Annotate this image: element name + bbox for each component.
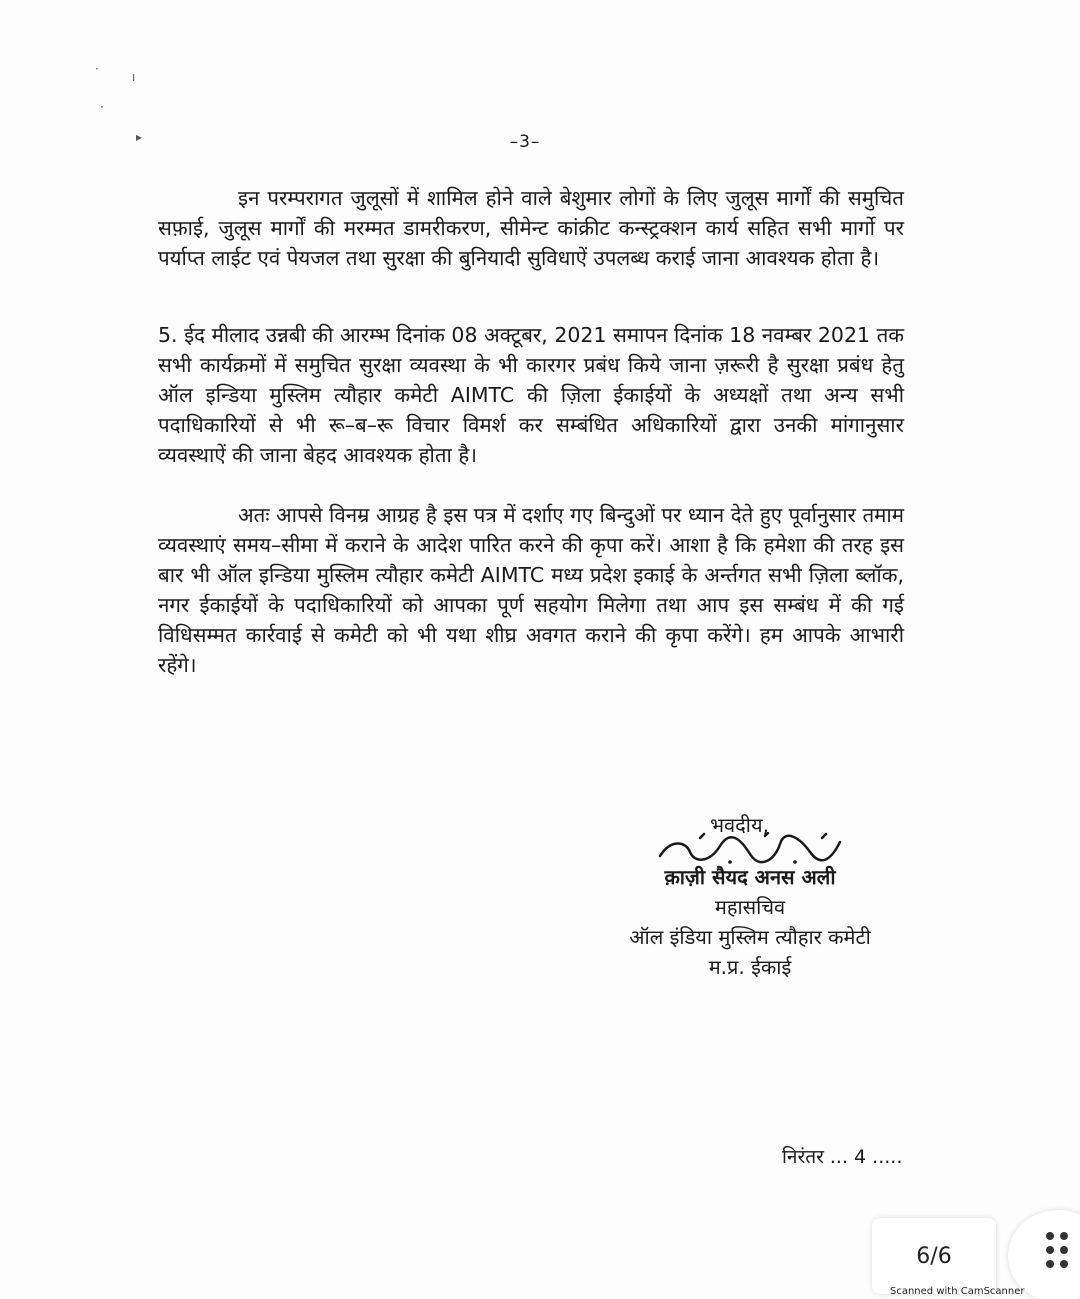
scan-speck: ı <box>132 70 136 84</box>
continuation-note: निरंतर ... 4 ..... <box>782 1146 903 1168</box>
organization-unit: म.प्र. ईकाई <box>708 955 792 979</box>
scan-speck: · <box>95 62 99 76</box>
signature-block <box>590 810 910 982</box>
paragraph-eid-milad: 5. ईद मीलाद उन्नबी की आरम्भ दिनांक 08 अक्टूबर, 2021 समापन दिनांक 18 नवम्बर 2021 तक सभी कार्यक्रमों में समुचित सुरक्षा व्यवस्था के भी कारगर प्रबंध किये जाना ज़रूरी है सुरक्षा प्रबंध हेतु ऑल इन्डिया मुस्लिम त्यौहार कमेटी AIMTC की ज़िला ईकाईयों के अध्यक्षों तथा अन्य सभी पदाधिकारियों से भी रू–ब–रू विचार विमर्श कर सम्बंधित अधिकारियों द्वारा उनकी मांगानुसार व्यवस्थाऐं की जाना बेहद आवश्यक होता है। <box>158 323 904 467</box>
closing-salutation: भवदीय, <box>710 813 769 837</box>
page-number: –3– <box>509 132 541 152</box>
paragraph-request: अतः आपसे विनम्र आग्रह है इस पत्र में दर्शाए गए बिन्दुओं पर ध्यान देते हुए पूर्वानुसार तमाम व्यवस्थाएं समय–सीमा में कराने के आदेश पारित करने की कृपा करें। आशा है कि हमेशा की तरह इस बार भी ऑल इन्डिया मुस्लिम त्यौहार कमेटी AIMTC मध्य प्रदेश इकाई के अर्न्तगत सभी ज़िला ब्लॉक, नगर ईकाईयों के पदाधिकारियों को आपका पूर्ण सहयोग मिलेगा तथा आप इस सम्बंध में की गई विधिसम्मत कार्रवाई से कमेटी को भी यथा शीघ्र अवगत कराने की कृपा करेंगे। हम आपके आभारी रहेंगे। <box>158 503 904 677</box>
scanner-watermark: Scanned with CamScanner <box>890 1286 1025 1297</box>
scan-speck: · <box>100 100 104 114</box>
grid-dots-icon <box>1046 1232 1076 1276</box>
signatory-name: क़ाज़ी सैयद अनस अली <box>664 865 836 889</box>
organization-name: ऑल इंडिया मुस्लिम त्यौहार कमेटी <box>629 925 871 949</box>
page-counter: 6/6 <box>872 1218 996 1294</box>
scan-speck: ▸ <box>136 130 143 144</box>
signatory-designation: महासचिव <box>714 895 786 919</box>
paragraph-arrangements: इन परम्परागत जुलूसों में शामिल होने वाले बेशुमार लोगों के लिए जुलूस मार्गों की समुचित सफ़ाई, जुलूस मार्गों की मरम्मत डामरीकरण, सीमेन्ट कांक्रीट कन्स्ट्रक्शन कार्य सहित सभी मार्गो पर पर्याप्त लाईट एवं पेयजल तथा सुरक्षा की बुनियादी सुविधाऐं उपलब्ध कराई जाना आवश्यक होता है। <box>158 186 904 270</box>
